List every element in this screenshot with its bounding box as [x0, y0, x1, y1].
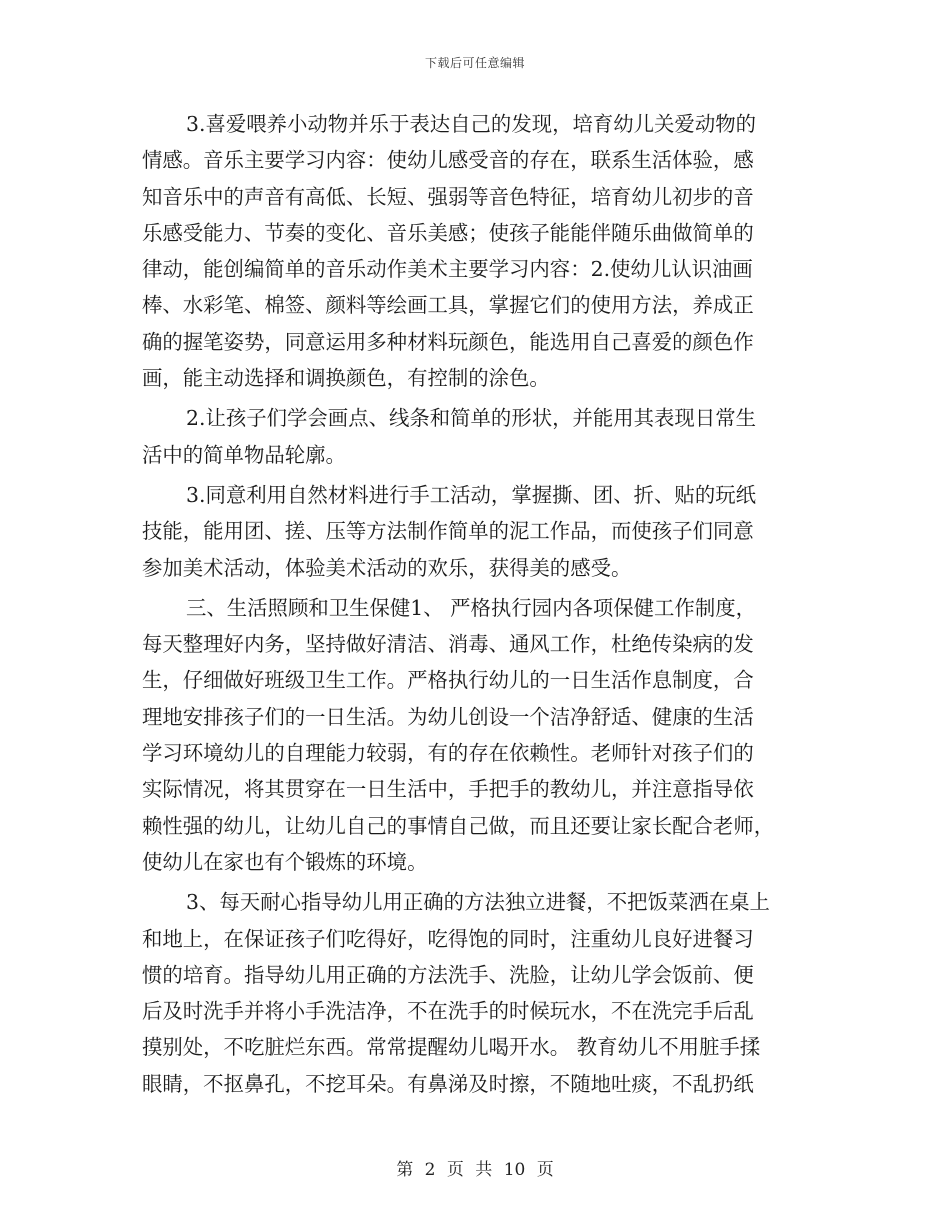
document-body: [142, 106, 807, 1102]
text-line: 知音乐中的声音有高低、长短、强弱等音色特征，培育幼儿初步的音: [142, 184, 754, 209]
text-line: 活中的简单物品轮廓。: [142, 442, 346, 467]
text-line: 每天整理好内务，坚持做好清洁、消毒、通风工作，杜绝传染病的发: [142, 632, 754, 657]
text-line: 后及时洗手并将小手洗洁净，不在洗手的时候玩水，不在洗完手后乱: [142, 999, 754, 1024]
paragraph: [142, 106, 807, 396]
paragraph: [142, 884, 807, 1102]
text-line: 参加美术活动，体验美术活动的欢乐，获得美的感受。: [142, 555, 632, 580]
text-line: 赖性强的幼儿，让幼儿自己的事情自己做，而且还要让家长配合老师，: [142, 813, 775, 838]
text-line: 生，仔细做好班级卫生工作。严格执行幼儿的一日生活作息制度，合: [142, 668, 754, 693]
text-line: 理地安排孩子们的一日生活。为幼儿创设一个洁净舒适、健康的生活: [142, 704, 754, 729]
text-line: 画，能主动选择和调换颜色，有控制的涂色。: [142, 366, 550, 391]
paragraph: [142, 590, 807, 880]
text-line: 情感。音乐主要学习内容：使幼儿感受音的存在，联系生活体验，感: [142, 148, 754, 173]
text-line: 确的握笔姿势，同意运用多种材料玩颜色，能选用自己喜爱的颜色作: [142, 329, 754, 354]
text-line: 技能，能用团、搓、压等方法制作简单的泥工作品，而使孩子们同意: [142, 519, 754, 544]
text-line: 使幼儿在家也有个锻炼的环境。: [142, 849, 428, 874]
text-line: 学习环境幼儿的自理能力较弱，有的存在依赖性。老师针对孩子们的: [142, 741, 754, 766]
text-line: 3.喜爱喂养小动物并乐于表达自己的发现，培育幼儿关爱动物的: [186, 112, 756, 136]
text-line: 摸别处，不吃脏烂东西。常常提醒幼儿喝开水。 教育幼儿不用脏手揉: [142, 1035, 761, 1060]
text-line: 实际情况，将其贯穿在一日生活中，手把手的教幼儿，并注意指导依: [142, 777, 754, 802]
text-line: 乐感受能力、节奏的变化、音乐美感；使孩子能能伴随乐曲做简单的: [142, 220, 754, 245]
text-line: 眼睛，不抠鼻孔，不挖耳朵。有鼻涕及时擦，不随地吐痰，不乱扔纸: [142, 1071, 754, 1096]
paragraph: [142, 477, 807, 586]
text-line: 3、每天耐心指导幼儿用正确的方法独立进餐，不把饭菜洒在桌上: [186, 890, 770, 915]
paragraph: [142, 400, 807, 473]
page-header: 下载后可任意编辑: [424, 56, 525, 70]
page-footer: 第 2 页 共 10 页: [396, 1160, 554, 1180]
text-line: 3.同意利用自然材料进行手工活动，掌握撕、团、折、贴的玩纸: [186, 482, 756, 507]
text-line: 惯的培育。指导幼儿用正确的方法洗手、洗脸，让幼儿学会饭前、便: [142, 962, 754, 987]
text-line: 律动，能创编简单的音乐动作美术主要学习内容：2.使幼儿认识油画: [142, 257, 753, 282]
text-line: 棒、水彩笔、棉签、颜料等绘画工具，掌握它们的使用方法，养成正: [142, 293, 754, 318]
text-line: 2.让孩子们学会画点、线条和简单的形状，并能用其表现日常生: [186, 406, 756, 431]
text-line: 三、生活照顾和卫生保健1、 严格执行园内各项保健工作制度，: [186, 595, 756, 620]
text-line: 和地上，在保证孩子们吃得好，吃得饱的同时，注重幼儿良好进餐习: [142, 926, 754, 951]
